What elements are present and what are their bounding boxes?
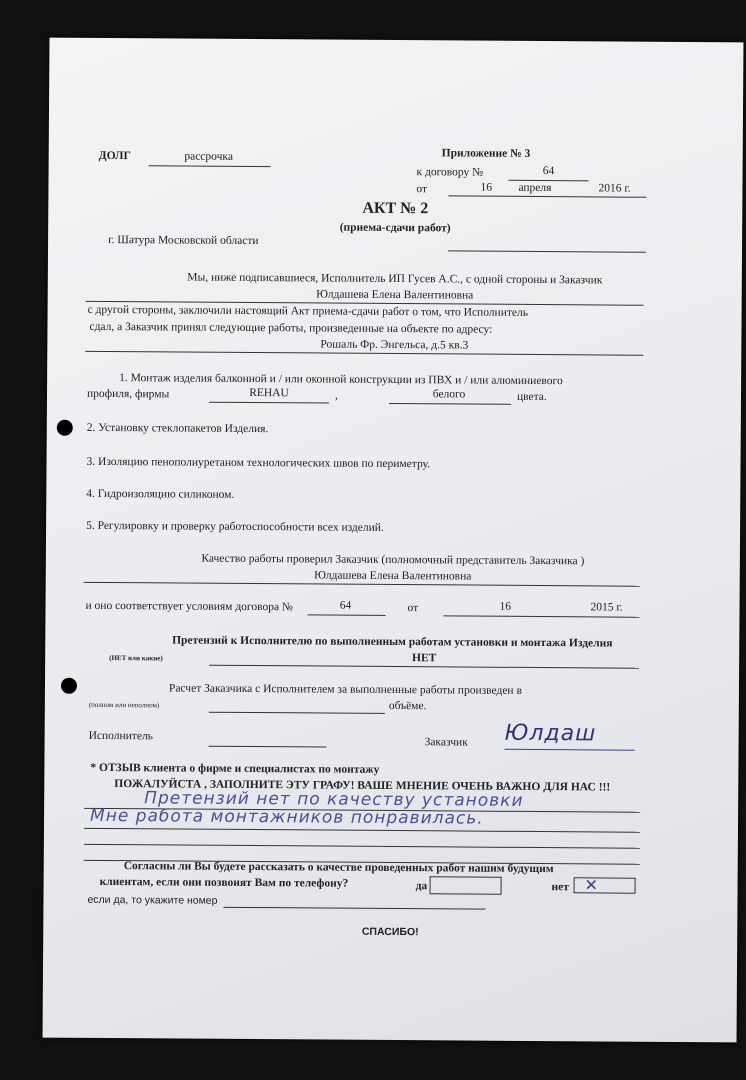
- payment-hint: (полном или неполном): [88, 700, 160, 710]
- page-title: АКТ № 2: [362, 199, 429, 218]
- claims-hint: (НЕТ или какие): [109, 654, 163, 663]
- intro-line: Мы, ниже подписавшиеся, Исполнитель ИП Гусев А.С., с одной стороны и Заказчик: [187, 271, 603, 287]
- work-item: профиля, фирмы: [86, 387, 170, 401]
- intro-line: сдал, а Заказчик принял следующие работы, произведенные на объекте по адресу:: [89, 320, 493, 336]
- yes-label: да: [415, 880, 428, 893]
- punch-hole: [57, 420, 73, 436]
- review-please: ПОЖАЛУЙСТА , ЗАПОЛНИТЕ ЭТУ ГРАФУ! ВАШЕ МНЕНИЕ ОЧЕНЬ ВАЖНО ДЛЯ НАС !!!: [114, 778, 611, 794]
- no-label: нет: [551, 881, 570, 894]
- payment-line: Расчет Заказчика с Исполнителем за выполненные работы произведен в: [168, 682, 522, 697]
- subtitle: (приема-сдачи работ): [339, 221, 451, 235]
- color: белого: [432, 388, 466, 401]
- work-item: 3. Изоляцию пенополиуретаном технологических швов по периметру.: [86, 455, 431, 471]
- city: г. Шатура Московской области: [108, 234, 259, 248]
- quality-line: Качество работы проверил Заказчик (полномочный представитель Заказчика ): [201, 552, 585, 568]
- customer-label: Заказчик: [424, 736, 468, 749]
- from-label: от: [416, 183, 428, 196]
- debt-label: ДОЛГ: [98, 149, 131, 163]
- contract-no: 64: [542, 165, 555, 178]
- address: Рошаль Фр. Энгельса, д.5 кв.3: [320, 338, 469, 352]
- claims-title: Претензий к Исполнителю по выполненным работам установки и монтажа Изделия: [172, 634, 613, 650]
- customer-name: Юлдашева Елена Валентиновна: [316, 288, 474, 302]
- claims-value: НЕТ: [411, 652, 437, 665]
- day: 16: [499, 600, 512, 613]
- inspector-name: Юлдашева Елена Валентиновна: [314, 569, 472, 583]
- handwritten-review: Мне работа монтажников понравилась.: [89, 805, 484, 829]
- payment-suffix: объёме.: [388, 699, 427, 713]
- yes-checkbox[interactable]: [430, 876, 502, 895]
- day: 16: [480, 181, 493, 194]
- handwritten-review: Претензий нет по качеству установки: [144, 788, 524, 811]
- work-item: 1. Монтаж изделия балконной и / или оконной конструкции из ПВХ и / или алюминиевого: [119, 372, 563, 388]
- intro-line: с другой стороны, заключили настоящий Акт приема-сдачи работ о том, что Исполнитель: [87, 303, 529, 319]
- phone-label: если да, то укажите номер: [87, 893, 218, 907]
- appendix: Приложение № 3: [441, 147, 531, 160]
- review-title: * ОТЗЫВ клиента о фирме и специалистах по монтажу: [90, 761, 380, 776]
- work-item: 2. Установку стеклопакетов Изделия.: [86, 421, 269, 436]
- conform-line: и оно соответствует условиям договора №: [85, 599, 293, 614]
- executor-label: Исполнитель: [88, 729, 153, 743]
- thanks: СПАСИБО!: [361, 925, 419, 939]
- debt-value: рассрочка: [184, 150, 233, 163]
- year: 2016 г.: [598, 182, 631, 195]
- brand: REHAU: [249, 386, 289, 400]
- month: апреля: [518, 181, 552, 195]
- customer-signature: Юлдаш: [504, 720, 597, 747]
- year: 2015 г.: [590, 601, 623, 614]
- work-item: 4. Гидроизоляцию силиконом.: [86, 487, 235, 501]
- punch-hole: [61, 678, 77, 694]
- work-item: 5. Регулировку и проверку работоспособности всех изделий.: [86, 519, 384, 534]
- no-checkbox[interactable]: ✕: [574, 877, 636, 893]
- from-label: от: [407, 602, 419, 615]
- contract-label: к договору №: [416, 166, 484, 179]
- color-suffix: цвета.: [516, 390, 547, 404]
- document-page: [43, 38, 744, 1043]
- agree-question: клиентам, если они позвонят Вам по телефону?: [99, 875, 349, 890]
- agree-question: Согласны ли Вы будете рассказать о качестве проведенных работ нашим будущим: [123, 860, 554, 876]
- comma: ,: [334, 389, 338, 402]
- contract-no: 64: [339, 599, 352, 612]
